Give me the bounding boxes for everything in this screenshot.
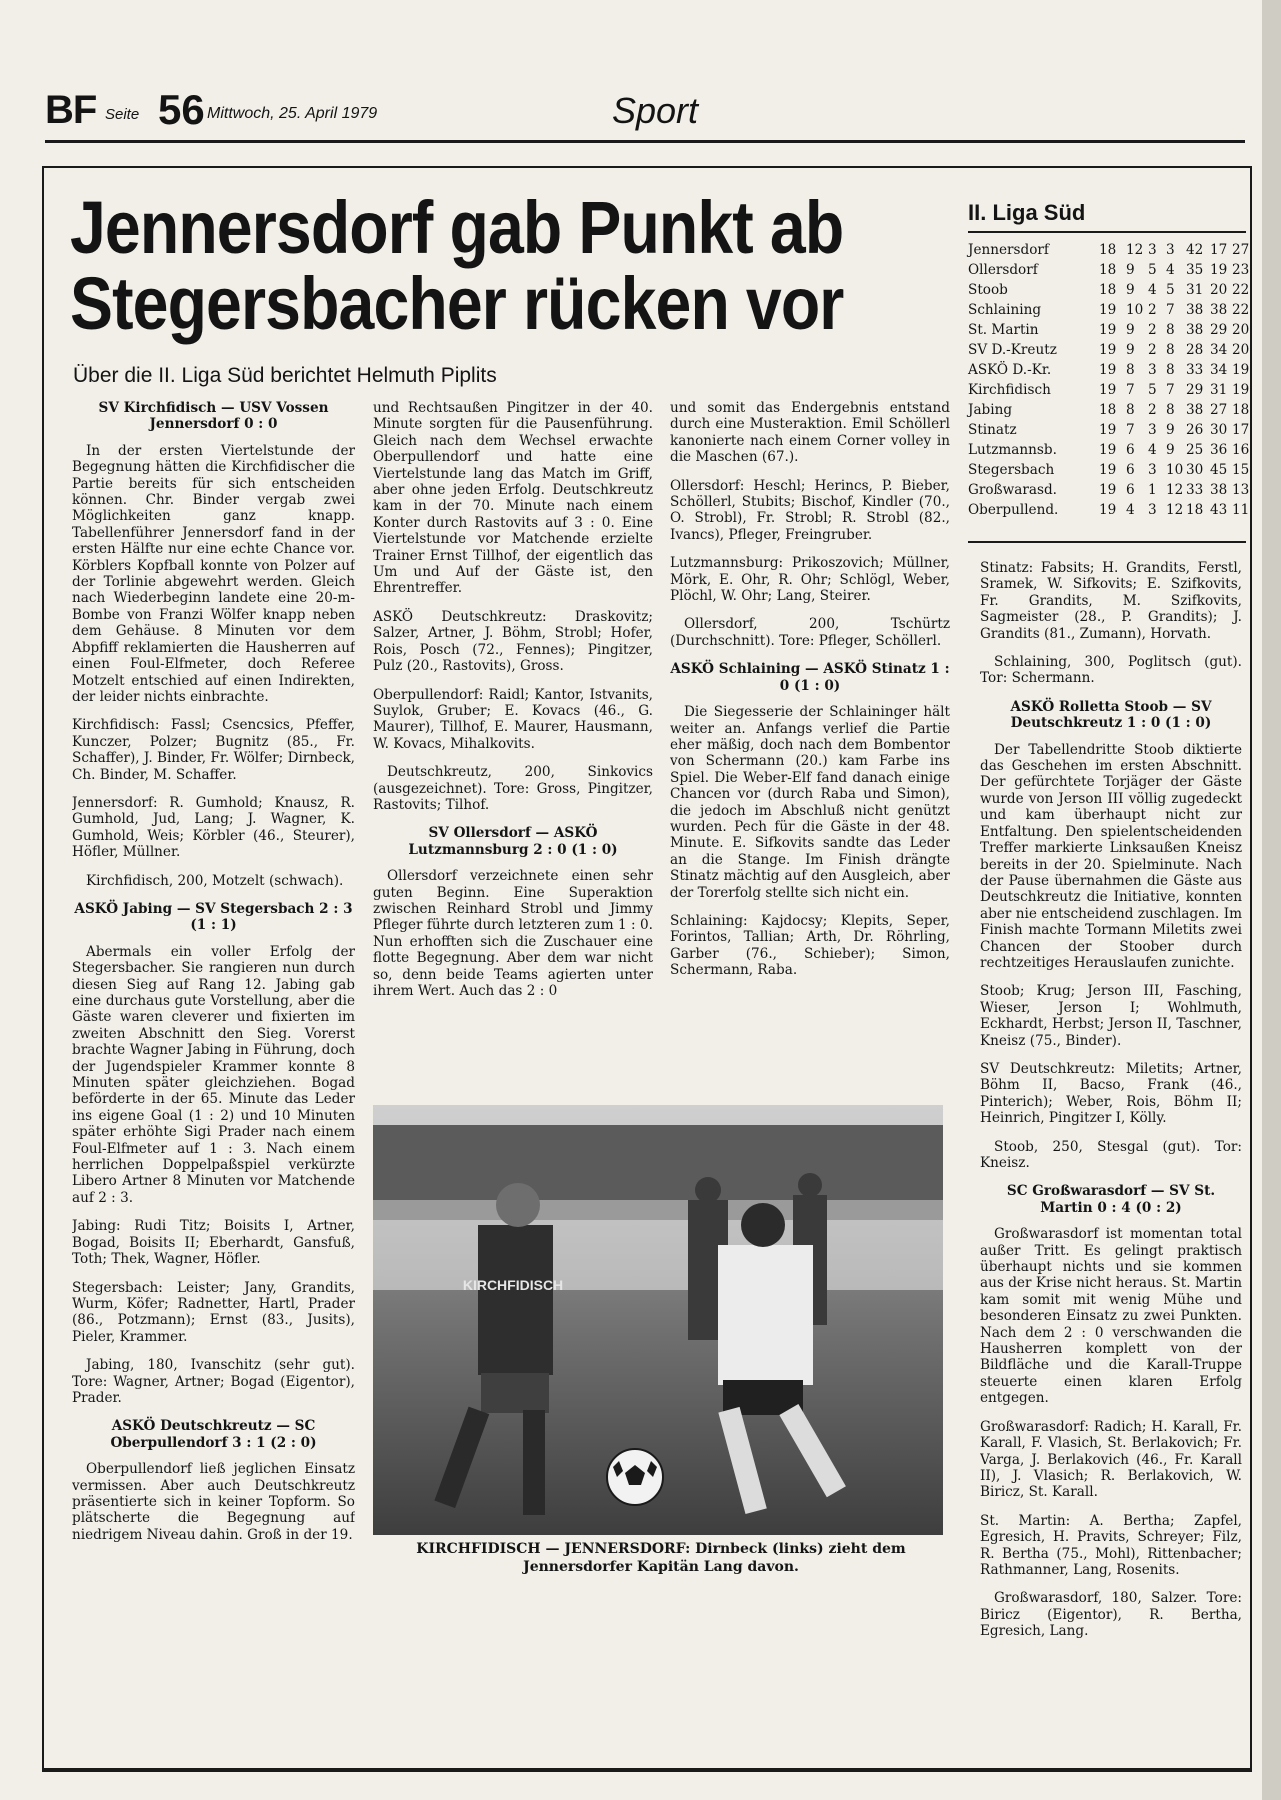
- page-number: 56: [158, 86, 205, 133]
- table-cell-d: 3: [1148, 242, 1157, 258]
- table-cell-gf: 30: [1186, 462, 1204, 478]
- table-cell-l: 8: [1166, 402, 1175, 418]
- article-column-3: [670, 400, 950, 1075]
- table-row: [968, 300, 1248, 320]
- table-cell-sp: 19: [1099, 362, 1117, 378]
- table-cell-w: 6: [1126, 482, 1135, 498]
- table-rule: [968, 541, 1246, 543]
- table-cell-pts: 16: [1232, 442, 1250, 458]
- table-cell-l: 4: [1166, 262, 1175, 278]
- table-cell-ga: 45: [1210, 462, 1228, 478]
- match-info: Schlaining, 300, Poglitsch (gut). Tor: Schermann.: [980, 654, 1242, 687]
- table-row: [968, 460, 1248, 480]
- table-cell-team: ASKÖ D.-Kr.: [968, 362, 1052, 378]
- match-report: Abermals ein voller Erfolg der Stegersbacher. Sie rangieren nun durch diesen Sieg auf Rang 12. Jabing gab eine durchaus gute Vorstellung, aber die Gäste waren cleverer und fixierten im zweiten Abschnitt den Sieg. Vorerst brachte Wagner Jabing in Führung, doch der Jugendspieler Krammer konnte 8 Minuten später gleichziehen. Bogad beförderte in der 65. Minute das Leder ins eigene Goal (1 : 2) und 10 Minuten später erhöhte Sigi Prader nach einem Foul-Elfmeter auf 1 : 3. Nach einem herrlichen Doppelpaßspiel verkürzte Libero Artner 8 Minuten vor Matchende auf 2 : 3.: [72, 943, 355, 1206]
- lineup: Ollersdorf: Heschl; Herincs, P. Bieber, Schöllerl, Stubits; Bischof, Kindler (70., O. Strobl), Fr. Strobl; R. Strobl (82., Ivancs), Pfleger, Freingruber.: [670, 477, 950, 543]
- lineup: Großwarasdorf: Radich; H. Karall, Fr. Karall, F. Vlasich, St. Berlakovich; Fr. Varga, J. Berlakovich (46., Fr. Karall II), J. Vlasich; R. Berlakovich, W. Biricz, St. Karall.: [980, 1418, 1242, 1501]
- lineup: Jennersdorf: R. Gumhold; Knausz, R. Gumhold, Jud, Lang; J. Wagner, K. Gumhold, Weis; Körbler (46., Steurer), Höfler, Müllner.: [72, 794, 355, 861]
- match-report: Großwarasdorf ist momentan total außer Tritt. Es gelingt praktisch überhaupt nichts und sie kommen aus der Krise nicht heraus. St. Martin kam somit mit wenig Mühe und besonderen Einsatz zu zwei Punkten. Nach dem 2 : 0 verschwanden die Hausherren komplett von der Bildfläche und die Karall-Truppe steuerte einen klaren Erfolg entgegen.: [980, 1226, 1242, 1407]
- table-cell-gf: 33: [1186, 362, 1204, 378]
- table-cell-d: 2: [1148, 342, 1157, 358]
- table-cell-w: 7: [1126, 422, 1135, 438]
- table-cell-sp: 19: [1099, 342, 1117, 358]
- table-cell-pts: 19: [1232, 362, 1250, 378]
- lineup: Lutzmannsburg: Prikoszovich; Müllner, Mörk, E. Ohr, R. Ohr; Schlögl, Weber, Plöchl, W. Ohr; Lang, Steirer.: [670, 555, 950, 605]
- table-row: [968, 340, 1248, 360]
- bottom-rule: [42, 1770, 1252, 1772]
- match-report: Oberpullendorf ließ jeglichen Einsatz vermissen. Aber auch Deutschkreutz präsentierte sich in keiner Topform. So plätscherte die Begegnung auf niedrigem Niveau dahin. Groß in der 19.: [72, 1461, 355, 1543]
- issue-date: Mittwoch, 25. April 1979: [207, 105, 378, 122]
- table-cell-w: 6: [1126, 442, 1135, 458]
- table-row: [968, 500, 1248, 520]
- table-row: [968, 280, 1248, 300]
- table-cell-gf: 35: [1186, 262, 1204, 278]
- table-cell-sp: 19: [1099, 322, 1117, 338]
- table-cell-pts: 23: [1232, 262, 1250, 278]
- table-cell-d: 2: [1148, 402, 1157, 418]
- article-column-1: [72, 400, 355, 1735]
- table-cell-ga: 34: [1210, 362, 1228, 378]
- table-cell-d: 4: [1148, 282, 1157, 298]
- table-cell-l: 12: [1166, 482, 1184, 498]
- table-cell-l: 5: [1166, 282, 1175, 298]
- table-cell-gf: 25: [1186, 442, 1204, 458]
- table-cell-d: 4: [1148, 442, 1157, 458]
- match-info: Kirchfidisch, 200, Motzelt (schwach).: [86, 872, 344, 889]
- table-row: [968, 380, 1248, 400]
- shirt-text: KIRCHFIDISCH: [462, 1277, 564, 1293]
- article-column-4: [980, 560, 1242, 1760]
- table-cell-sp: 19: [1099, 482, 1117, 498]
- table-cell-pts: 18: [1232, 402, 1250, 418]
- table-cell-l: 8: [1166, 342, 1175, 358]
- table-cell-team: Oberpullend.: [968, 502, 1059, 518]
- table-cell-ga: 38: [1210, 302, 1228, 318]
- table-cell-gf: 38: [1186, 302, 1204, 318]
- table-cell-ga: 43: [1210, 502, 1228, 518]
- table-cell-d: 3: [1148, 362, 1157, 378]
- match-info: Jabing, 180, Ivanschitz (sehr gut). Tore: Wagner, Artner; Bogad (Eigentor), Prader.: [72, 1357, 355, 1406]
- table-cell-d: 5: [1148, 262, 1157, 278]
- match-info: Großwarasdorf, 180, Salzer. Tore: Biricz (Eigentor), R. Bertha, Egresich, Lang.: [980, 1590, 1242, 1640]
- table-cell-l: 7: [1166, 302, 1175, 318]
- table-cell-pts: 20: [1232, 322, 1250, 338]
- byline: Über die II. Liga Süd berichtet Helmuth Piplits: [73, 364, 497, 387]
- table-cell-w: 10: [1126, 302, 1144, 318]
- table-cell-d: 1: [1148, 482, 1157, 498]
- table-cell-d: 2: [1148, 302, 1157, 318]
- football-players-illustration: [373, 1105, 943, 1535]
- table-cell-l: 3: [1166, 242, 1175, 258]
- match-report: und Rechtsaußen Pingitzer in der 40. Minute sorgten für die Pausenführung. Gleich nach dem Wechsel erwachte Oberpullendorf und hatte eine Viertelstunde lang das Match im Griff, aber ohne jeden Erfolg. Deutschkreutz kam in der 70. Minute nach einem Konter durch Rastovits auf 3 : 0. Eine Viertelstunde vor Matchende erzielte Trainer Ernst Tillhof, der eigentlich das Um und Auf der Gäste ist, den Ehrentreffer.: [373, 400, 653, 597]
- match-heading: ASKÖ Jabing — SV Stegersbach 2 : 3 (1 : 1): [74, 900, 353, 934]
- table-cell-pts: 19: [1232, 382, 1250, 398]
- table-cell-gf: 29: [1186, 382, 1204, 398]
- standings-table: [968, 240, 1248, 520]
- page-header: [45, 80, 1245, 140]
- table-cell-pts: 11: [1232, 502, 1250, 518]
- table-cell-l: 9: [1166, 422, 1175, 438]
- table-cell-gf: 18: [1186, 502, 1204, 518]
- match-report: Der Tabellendritte Stoob diktierte das Geschehen im ersten Abschnitt. Der gefürchtete Torjäger der Gäste wurde von Jerson III völlig zugedeckt und kam überhaupt nicht zur Entfaltung. Den spielentscheidenden Treffer markierte Linksaußen Kneisz bereits in der 20. Spielminute. Nach der Pause übernahmen die Gäste aus Deutschkreutz die Initiative, konnten aber nie entscheidend zuschlagen. Im Finish machte Tormann Miletits zwei Chancen der Stoober durch rechtzeitiges Herauslaufen zunichte.: [980, 741, 1242, 971]
- match-heading: SV Kirchfidisch — USV Vossen Jennersdorf 0 : 0: [98, 400, 329, 433]
- lineup: Stoob; Krug; Jerson III, Fasching, Wieser, Jerson I; Wohlmuth, Eckhardt, Herbst; Jerson II, Taschner, Kneisz (75., Binder).: [980, 983, 1242, 1049]
- table-cell-team: Kirchfidisch: [968, 382, 1051, 398]
- table-cell-team: Jennersdorf: [968, 242, 1049, 258]
- lineup: Jabing: Rudi Titz; Boisits I, Artner, Bogad, Boisits II; Eberhardt, Gansfuß, Toth; Thek, Wagner, Höfler.: [72, 1218, 355, 1268]
- masthead: BF: [45, 88, 97, 132]
- table-cell-ga: 31: [1210, 382, 1228, 398]
- table-cell-pts: 27: [1232, 242, 1250, 258]
- table-cell-ga: 19: [1210, 262, 1228, 278]
- table-cell-pts: 13: [1232, 482, 1250, 498]
- table-cell-w: 8: [1126, 402, 1135, 418]
- table-cell-pts: 15: [1232, 462, 1250, 478]
- table-cell-w: 9: [1126, 282, 1135, 298]
- table-cell-gf: 26: [1186, 422, 1204, 438]
- lineup: ASKÖ Deutschkreutz: Draskovitz; Salzer, Artner, J. Böhm, Strobl; Hofer, Rois, Posch (72., Fennes); Pingitzer, Pulz (20., Rastovits), Gross.: [373, 608, 653, 675]
- table-cell-sp: 19: [1099, 502, 1117, 518]
- table-cell-l: 9: [1166, 442, 1175, 458]
- table-cell-team: SV D.-Kreutz: [968, 342, 1057, 358]
- table-cell-d: 3: [1148, 422, 1157, 438]
- table-row: [968, 260, 1248, 280]
- match-report: In der ersten Viertelstunde der Begegnung hätten die Kirchfidischer die Partie bereits für sich entscheiden können. Chr. Binder vergab zwei Möglichkeiten ganz knapp. Tabellenführer Jennersdorf fand in der ersten Hälfte nur eine echte Chance vor. Körblers Kopfball konnte von Polzer auf der Torlinie abgewehrt werden. Gleich nach Wiederbeginn landete eine 20-m-Bombe von Franzi Wölfer knapp neben dem Gehäuse. 8 Minuten vor dem Abpfiff reklamierten die Hausherren auf einen Foul-Elfmeter, doch Referee Motzelt entschied auf einen Indirekten, der leider nichts einbrachte.: [72, 442, 355, 705]
- table-cell-sp: 19: [1099, 382, 1117, 398]
- table-cell-gf: 33: [1186, 482, 1204, 498]
- match-photo: [373, 1105, 943, 1535]
- match-heading: SV Ollersdorf — ASKÖ Lutzmannsburg 2 : 0 (1 : 0): [408, 825, 618, 858]
- table-cell-d: 3: [1148, 462, 1157, 478]
- table-cell-l: 10: [1166, 462, 1184, 478]
- table-cell-ga: 27: [1210, 402, 1228, 418]
- match-report: Ollersdorf verzeichnete einen sehr guten Beginn. Eine Superaktion zwischen Reinhard Strobl und Jimmy Pfleger führte durch letzteren zum 1 : 0. Nun erhofften sich die Zuschauer eine flotte Begegnung. Aber dem war nicht so, denn beide Teams agierten unter ihrem Wert. Auch das 2 : 0: [373, 868, 653, 999]
- table-cell-team: Jabing: [968, 402, 1013, 418]
- table-cell-d: 3: [1148, 502, 1157, 518]
- table-cell-team: Stinatz: [968, 422, 1017, 438]
- match-report: und somit das Endergebnis entstand durch eine Musteraktion. Emil Schöllerl kanonierte nach einem Corner volley in die Maschen (67.).: [670, 400, 950, 466]
- table-cell-d: 2: [1148, 322, 1157, 338]
- table-cell-team: Großwarasd.: [968, 482, 1057, 498]
- table-cell-sp: 18: [1099, 242, 1117, 258]
- match-report: Die Siegesserie der Schlaininger hält weiter an. Anfangs verlief die Partie eher mäßig, doch nach dem Bombentor von Schermann (20.) kam Farbe ins Spiel. Die Weber-Elf fand danach einige Chancen vor (durch Raba und Simon), die jedoch im Abschluß nicht genützt wurden. Pech für die Gäste in der 48. Minute. E. Sifkovits sandte das Leder an die Stange. Im Finish drängte Stinatz mächtig auf den Ausgleich, aber der Torerfolg stellte sich nicht ein.: [670, 704, 950, 901]
- lineup: St. Martin: A. Bertha; Zapfel, Egresich, H. Pravits, Schreyer; Filz, R. Bertha (75., Mohl), Rittenbacher; Rathmanner, Lang, Rosenits.: [980, 1512, 1242, 1578]
- page-label: Seite: [105, 106, 140, 123]
- match-heading: ASKÖ Rolletta Stoob — SV Deutschkreutz 1 : 0 (1 : 0): [1010, 698, 1212, 732]
- lineup: Oberpullendorf: Raidl; Kantor, Istvanits, Suylok, Gruber; E. Kovacs (46., G. Maurer), Tillhof, E. Maurer, Hausmann, W. Kovacs, Mihalkovits.: [373, 686, 653, 752]
- table-cell-pts: 20: [1232, 342, 1250, 358]
- table-cell-ga: 17: [1210, 242, 1228, 258]
- table-cell-sp: 19: [1099, 462, 1117, 478]
- table-cell-ga: 38: [1210, 482, 1228, 498]
- table-cell-l: 7: [1166, 382, 1175, 398]
- section-title: Sport: [612, 90, 699, 131]
- lineup: Stinatz: Fabsits; H. Grandits, Ferstl, Sramek, W. Sifkovits; E. Szifkovits, Fr. Grandits, M. Szifkovits, Sagmeister (28., P. Grandits); J. Grandits (81., Zumann), Horvath.: [980, 560, 1242, 642]
- match-info: Ollersdorf, 200, Tschürtz (Durchschnitt). Tore: Pfleger, Schöllerl.: [670, 616, 950, 649]
- table-cell-w: 6: [1126, 462, 1135, 478]
- table-cell-gf: 31: [1186, 282, 1204, 298]
- table-rule: [968, 231, 1246, 233]
- table-row: [968, 480, 1248, 500]
- header-rule: [45, 140, 1245, 143]
- table-cell-team: Stoob: [968, 282, 1008, 298]
- match-heading: ASKÖ Schlaining — ASKÖ Stinatz 1 : 0 (1 : 0): [670, 661, 950, 694]
- table-cell-gf: 38: [1186, 322, 1204, 338]
- match-info: Stoob, 250, Stesgal (gut). Tor: Kneisz.: [980, 1138, 1242, 1171]
- lineup: Stegersbach: Leister; Jany, Grandits, Wurm, Köfer; Radnetter, Hartl, Prader (86., Potzmann); Ernst (83., Jusits), Pieler, Krammer.: [72, 1279, 355, 1345]
- table-cell-pts: 22: [1232, 302, 1250, 318]
- table-cell-sp: 19: [1099, 422, 1117, 438]
- table-row: [968, 360, 1248, 380]
- table-cell-ga: 36: [1210, 442, 1228, 458]
- lineup: Kirchfidisch: Fassl; Csencsics, Pfeffer, Kunczer, Polzer; Bugnitz (85., Fr. Schaffer), J. Binder, Fr. Wölfer; Dirnbeck, Ch. Binder, M. Schaffer.: [72, 717, 355, 783]
- article-column-2: [373, 400, 653, 1075]
- table-cell-ga: 29: [1210, 322, 1228, 338]
- table-cell-sp: 18: [1099, 402, 1117, 418]
- table-cell-w: 7: [1126, 382, 1135, 398]
- table-cell-sp: 18: [1099, 282, 1117, 298]
- table-cell-team: St. Martin: [968, 322, 1039, 338]
- match-heading: SC Großwarasdorf — SV St. Martin 0 : 4 (0 : 2): [1006, 1183, 1216, 1216]
- table-cell-w: 4: [1126, 502, 1135, 518]
- table-cell-gf: 28: [1186, 342, 1204, 358]
- table-cell-l: 12: [1166, 502, 1184, 518]
- table-row: [968, 320, 1248, 340]
- table-cell-team: Lutzmannsb.: [968, 442, 1057, 458]
- headline: [70, 186, 844, 345]
- table-cell-ga: 30: [1210, 422, 1228, 438]
- table-cell-team: Schlaining: [968, 302, 1042, 318]
- table-cell-team: Stegersbach: [968, 462, 1055, 478]
- table-cell-ga: 34: [1210, 342, 1228, 358]
- table-cell-sp: 19: [1099, 302, 1117, 318]
- match-heading: ASKÖ Deutschkreutz — SC Oberpullendorf 3 : 1 (2 : 0): [110, 1418, 317, 1451]
- page-fold: [1262, 0, 1281, 1800]
- table-cell-sp: 19: [1099, 442, 1117, 458]
- table-row: [968, 440, 1248, 460]
- lineup: Schlaining: Kajdocsy; Klepits, Seper, Forintos, Tallian; Arth, Dr. Röhrling, Garber (76., Schieber); Simon, Schermann, Raba.: [670, 912, 950, 979]
- table-cell-w: 9: [1126, 262, 1135, 278]
- headline-line-1: Jennersdorf gab Punkt ab: [70, 186, 844, 269]
- table-cell-pts: 17: [1232, 422, 1250, 438]
- table-row: [968, 400, 1248, 420]
- table-cell-l: 8: [1166, 322, 1175, 338]
- table-cell-w: 9: [1126, 342, 1135, 358]
- table-cell-w: 12: [1126, 242, 1144, 258]
- match-info: Deutschkreutz, 200, Sinkovics (ausgezeichnet). Tore: Gross, Pingitzer, Rastovits; Tilhof.: [373, 764, 653, 813]
- table-cell-gf: 42: [1186, 242, 1204, 258]
- photo-caption: KIRCHFIDISCH — JENNERSDORF: Dirnbeck (links) zieht dem Jennersdorfer Kapitän Lang davon.: [416, 1541, 906, 1575]
- table-cell-w: 8: [1126, 362, 1135, 378]
- table-cell-team: Ollersdorf: [968, 262, 1038, 278]
- table-cell-sp: 18: [1099, 262, 1117, 278]
- table-cell-gf: 38: [1186, 402, 1204, 418]
- standings-title: II. Liga Süd: [968, 200, 1086, 225]
- table-row: [968, 240, 1248, 260]
- table-row: [968, 420, 1248, 440]
- table-cell-ga: 20: [1210, 282, 1228, 298]
- table-cell-pts: 22: [1232, 282, 1250, 298]
- table-cell-w: 9: [1126, 322, 1135, 338]
- headline-line-2: Stegersbacher rücken vor: [70, 262, 844, 345]
- football-icon: [607, 1449, 663, 1505]
- table-cell-d: 5: [1148, 382, 1157, 398]
- table-cell-l: 8: [1166, 362, 1175, 378]
- lineup: SV Deutschkreutz: Miletits; Artner, Böhm II, Bacso, Frank (46., Pinterich); Weber, Rois, Böhm II; Heinrich, Pingitzer I, Kölly.: [980, 1060, 1242, 1127]
